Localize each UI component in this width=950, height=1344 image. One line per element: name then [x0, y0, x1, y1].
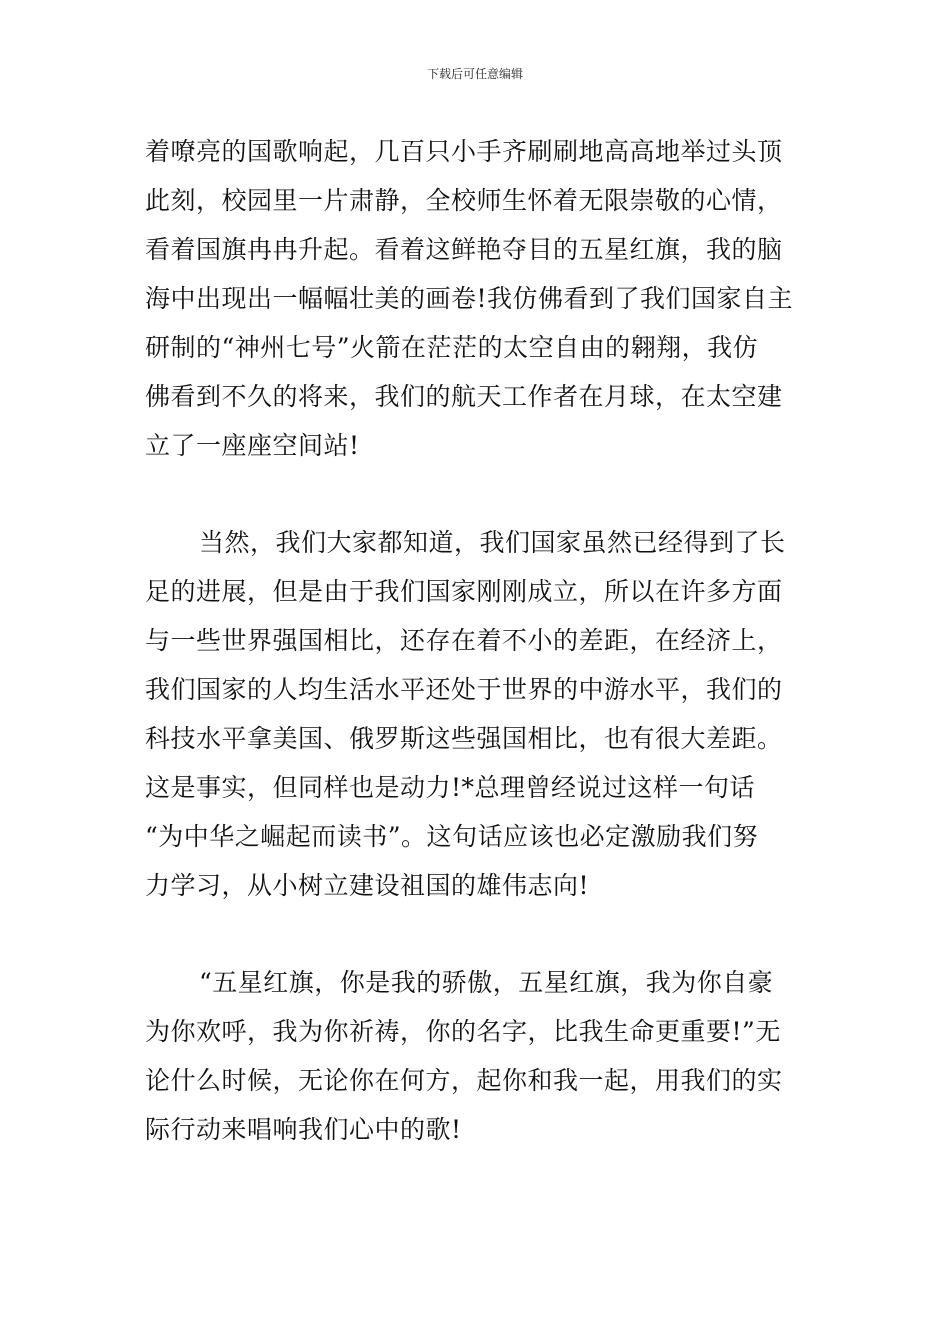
- paragraph-3: [145, 958, 815, 1154]
- paragraph-line: 力学习，从小树立建设祖国的雄伟志向!: [145, 871, 590, 900]
- paragraph-2: [145, 518, 815, 910]
- paragraph-line: 海中出现出一幅幅壮美的画卷!我仿佛看到了我们国家自主: [145, 284, 794, 313]
- paragraph-line: “五星红旗，你是我的骄傲，五星红旗，我为你自豪: [199, 968, 774, 997]
- paragraph-line: 着嘹亮的国歌响起，几百只小手齐刷刷地高高地举过头顶: [145, 137, 783, 166]
- paragraph-line: 际行动来唱响我们心中的歌!: [145, 1115, 462, 1144]
- paragraph-spacer: [145, 910, 815, 958]
- paragraph-line: 科技水平拿美国、俄罗斯这些强国相比，也有很大差距。: [145, 724, 783, 753]
- paragraph-line: 佛看到不久的将来，我们的航天工作者在月球，在太空建: [145, 382, 783, 411]
- paragraph-line: 论什么时候，无论你在何方，起你和我一起，用我们的实: [145, 1066, 783, 1095]
- paragraph-line: 立了一座座空间站!: [145, 431, 360, 460]
- paragraph-line: 为你欢呼，我为你祈祷，你的名字，比我生命更重要!”无: [145, 1017, 781, 1046]
- paragraph-line: 当然，我们大家都知道，我们国家虽然已经得到了长: [199, 528, 786, 557]
- paragraph-line: 研制的“神州七号”火箭在茫茫的太空自由的翱翔，我仿: [145, 333, 759, 362]
- paragraph-line: 看着国旗冉冉升起。看着这鲜艳夺目的五星红旗，我的脑: [145, 235, 783, 264]
- paragraph-line: 与一些世界强国相比，还存在着不小的差距，在经济上，: [145, 626, 783, 655]
- paragraph-line: 这是事实，但同样也是动力!*总理曾经说过这样一句话: [145, 773, 756, 802]
- paragraph-spacer: [145, 470, 815, 518]
- paragraph-1: [145, 127, 815, 470]
- paragraph-line: 我们国家的人均生活水平还处于世界的中游水平，我们的: [145, 675, 783, 704]
- page-header: 下载后可任意编辑: [426, 67, 523, 81]
- paragraph-line: “为中华之崛起而读书”。这句话应该也必定激励我们努: [145, 822, 759, 851]
- paragraph-line: 此刻，校园里一片肃静，全校师生怀着无限崇敬的心情，: [145, 186, 783, 215]
- document-body: [145, 127, 815, 1154]
- paragraph-line: 足的进展，但是由于我们国家刚刚成立，所以在许多方面: [145, 577, 783, 606]
